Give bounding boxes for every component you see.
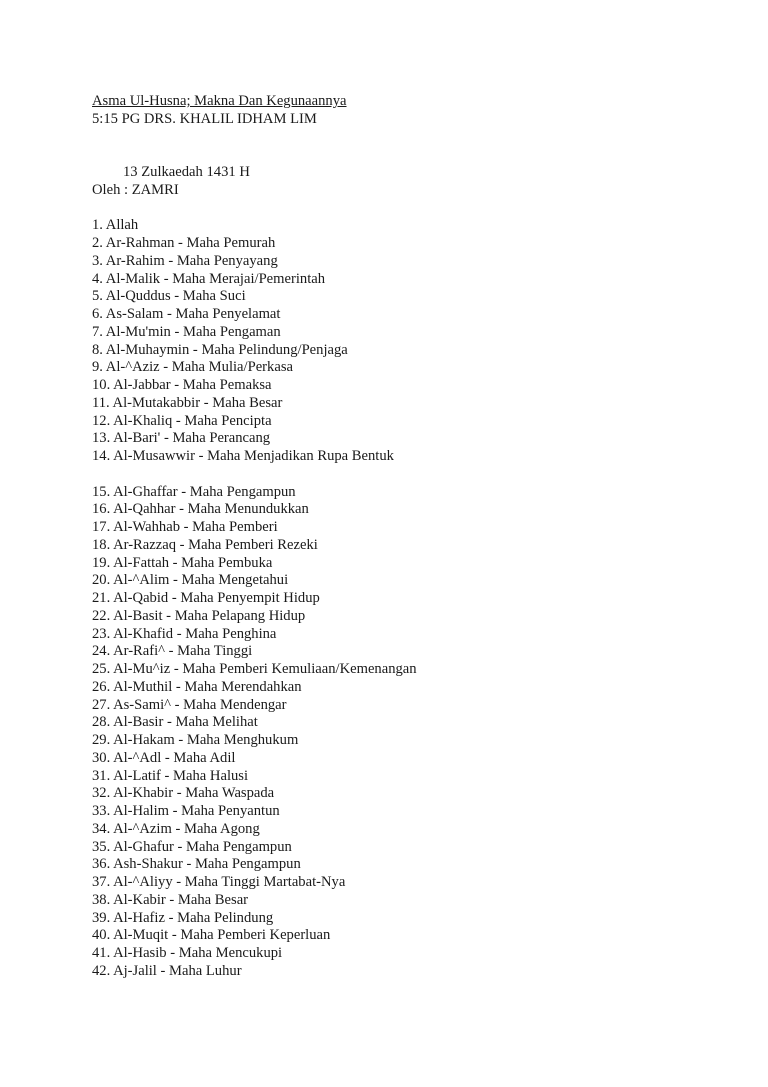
list-item: 21. Al-Qabid - Maha Penyempit Hidup [92,590,320,606]
document-title: Asma Ul-Husna; Makna Dan Kegunaannya [92,93,347,109]
list-item: 37. Al-^Aliyy - Maha Tinggi Martabat-Nya [92,874,346,890]
list-item: 41. Al-Hasib - Maha Mencukupi [92,945,283,961]
list-item: 29. Al-Hakam - Maha Menghukum [92,732,299,748]
list-item: 35. Al-Ghafur - Maha Pengampun [92,838,292,855]
list-item: 36. Ash-Shakur - Maha Pengampun [92,856,301,873]
list-item: 19. Al-Fattah - Maha Pembuka [92,554,273,571]
post-byline: 5:15 PG DRS. KHALIL IDHAM LIM [92,110,317,127]
list-item: 23. Al-Khafid - Maha Penghina [92,625,277,642]
list-item: 13. Al-Bari' - Maha Perancang [92,430,271,447]
list-item: 7. Al-Mu'min - Maha Pengaman [92,323,281,340]
list-item: 20. Al-^Alim - Maha Mengetahui [92,572,289,589]
list-item: 11. Al-Mutakabbir - Maha Besar [92,394,283,411]
list-item: 28. Al-Basir - Maha Melihat [92,714,258,731]
list-item: 6. As-Salam - Maha Penyelamat [92,306,281,322]
list-item: 22. Al-Basit - Maha Pelapang Hidup [92,607,306,624]
list-item: 2. Ar-Rahman - Maha Pemurah [92,235,276,251]
list-item: 32. Al-Khabir - Maha Waspada [92,785,275,802]
list-item: 39. Al-Hafiz - Maha Pelindung [92,909,274,926]
spacer [92,129,732,165]
list-item: 18. Ar-Razzaq - Maha Pemberi Rezeki [92,536,318,553]
list-item: 5. Al-Quddus - Maha Suci [92,288,246,305]
list-item: 30. Al-^Adl - Maha Adil [92,749,236,766]
author-line: Oleh : ZAMRI [92,181,179,198]
list-item: 1. Allah [92,217,139,234]
list-item: 42. Aj-Jalil - Maha Luhur [92,962,242,979]
list-item: 40. Al-Muqit - Maha Pemberi Keperluan [92,927,331,944]
list-item: 34. Al-^Azim - Maha Agong [92,820,260,837]
list-item: 15. Al-Ghaffar - Maha Pengampun [92,483,296,500]
list-item: 17. Al-Wahhab - Maha Pemberi [92,519,278,535]
list-item: 31. Al-Latif - Maha Halusi [92,767,249,784]
names-list-part-2 [92,484,732,981]
list-item: 16. Al-Qahhar - Maha Menundukkan [92,501,309,518]
list-item: 14. Al-Musawwir - Maha Menjadikan Rupa Bentuk [92,448,394,464]
list-item: 10. Al-Jabbar - Maha Pemaksa [92,377,272,393]
spacer [92,200,732,218]
list-item: 12. Al-Khaliq - Maha Pencipta [92,412,272,429]
list-item: 3. Ar-Rahim - Maha Penyayang [92,252,278,269]
list-item: 8. Al-Muhaymin - Maha Pelindung/Penjaga [92,341,348,358]
list-item: 33. Al-Halim - Maha Penyantun [92,803,280,819]
names-list-part-1 [92,217,732,466]
list-item: 4. Al-Malik - Maha Merajai/Pemerintah [92,270,326,287]
document-page [92,93,732,981]
list-item: 38. Al-Kabir - Maha Besar [92,891,249,908]
list-item: 27. As-Sami^ - Maha Mendengar [92,696,287,713]
list-item: 9. Al-^Aziz - Maha Mulia/Perkasa [92,359,293,376]
list-item: 25. Al-Mu^iz - Maha Pemberi Kemuliaan/Kemenangan [92,661,417,677]
list-item: 24. Ar-Rafi^ - Maha Tinggi [92,643,253,660]
list-item: 26. Al-Muthil - Maha Merendahkan [92,678,302,695]
spacer [92,466,732,484]
hijri-date: 13 Zulkaedah 1431 H [123,164,250,180]
